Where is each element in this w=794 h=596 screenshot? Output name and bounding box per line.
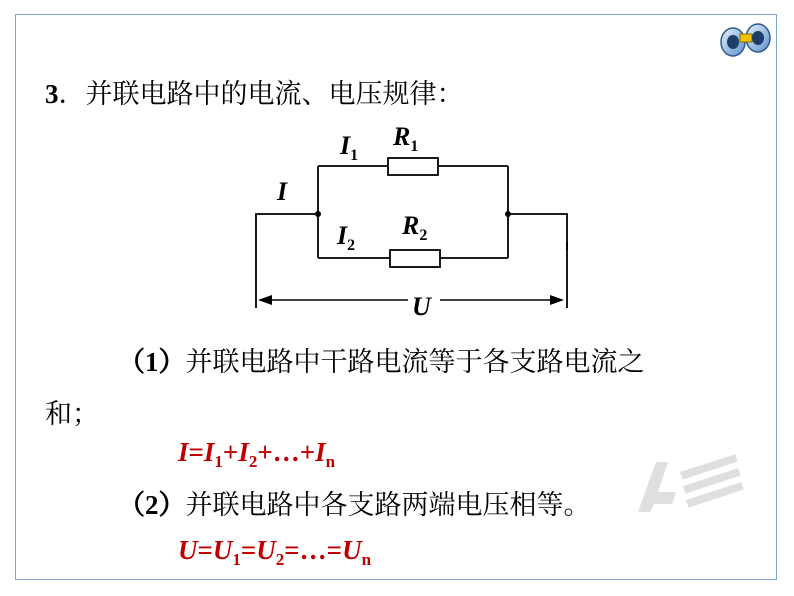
binoculars-icon: [718, 18, 776, 60]
label-i: I: [277, 177, 288, 206]
resistor-r1: [388, 158, 438, 175]
wire-main-left: [256, 214, 318, 308]
voltage-arrowhead-right: [550, 295, 564, 305]
voltage-formula: $U=U_1=U_2=\dots=U_n$: [178, 535, 372, 569]
label-r1: $R_1$: [393, 122, 419, 155]
rule-2-text: 并联电路中各支路两端电压相等。: [185, 490, 591, 521]
junction-left: [315, 211, 321, 217]
rule-1-line-1: [118, 340, 645, 379]
junction-right: [505, 211, 511, 217]
rule-1-number: （1）: [118, 347, 186, 377]
label-i2: $I_2$: [337, 221, 356, 254]
label-u: U: [412, 292, 431, 321]
wire-main-right: [508, 214, 567, 250]
rule-2-line: [118, 483, 591, 522]
section-heading: [45, 72, 464, 111]
rule-2-number: （2）: [118, 490, 186, 520]
rule-1-line-2: 和；: [45, 399, 99, 430]
section-title: ．并联电路中的电流、电压规律：: [58, 79, 464, 110]
parallel-circuit-diagram: [240, 120, 580, 325]
label-r2: $R_2$: [402, 211, 428, 244]
current-formula: $I=I_1+I_2+\dots+I_n$: [178, 437, 336, 471]
section-number: 3: [45, 79, 59, 109]
watermark-logo: [628, 442, 748, 522]
rule-1-text: 并联电路中干路电流等于各支路电流之: [185, 347, 645, 378]
voltage-arrowhead-left: [258, 295, 272, 305]
resistor-r2: [390, 250, 440, 267]
label-i1: $I_1$: [340, 131, 359, 164]
